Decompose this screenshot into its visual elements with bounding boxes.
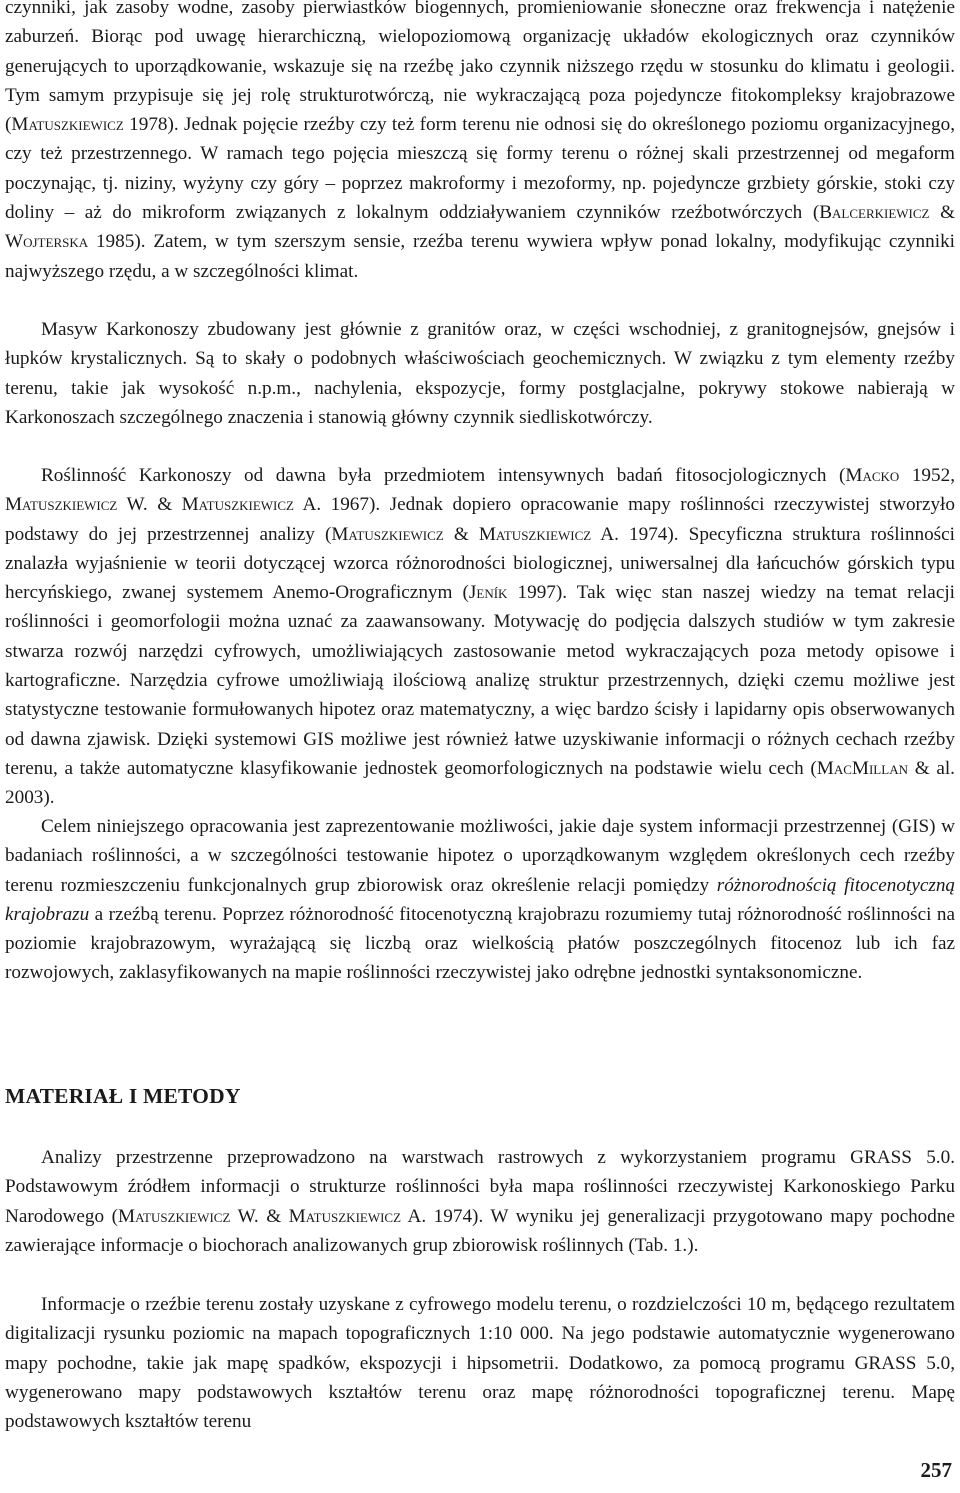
section-heading: MATERIAŁ I METODY bbox=[5, 1084, 241, 1108]
citation-author: Balcerkiewicz bbox=[819, 202, 930, 224]
page-number: 257 bbox=[920, 1458, 952, 1482]
citation-author: Matuszkiewicz bbox=[5, 494, 118, 516]
citation-author: Matuszkiewicz bbox=[11, 114, 124, 136]
paragraph-3: Roślinność Karkonoszy od dawna była przedmiotem intensywnych badań fitosocjologicznych (Macko 1952, Matuszkiewicz W. & Matuszkiewicz A. 1967). Jednak dopiero opracowanie mapy roślinności rzeczywistej stworzyło podstawy do jej przestrzennej analizy (Matuszkiewicz & Matuszkiewicz A. 1974). Specyficzna struktura roślinności znalazła wyjaśnienie w teorii dotyczącej wzorca różnorodności biologicznej, uniwersalnej dla łańcuchów górskich typu hercyńskiego, zwanej systemem Anemo-Orograficznym (Jeník 1997). Tak więc stan naszej wiedzy na temat relacji roślinności i geomorfologii można uznać za zaawansowany. Motywację do podjęcia dalszych studiów w tym zakresie stwarza rozwój narzędzi cyfrowych, umożliwiających zastosowanie metod wykraczających poza metody opisowe i kartograficzne. Narzędzia cyfrowe umożliwiają ilościową analizę struktur przestrzennych, dzięki czemu możliwe jest statystyczne testowanie formułowanych hipotez oraz matematyczny, a więc bardzo ścisły i lapidarny opis obserwowanych od dawna zjawisk. Dzięki systemowi GIS możliwe jest również łatwe uzyskiwanie informacji o różnych cechach rzeźby terenu, a także automatyczne klasyfikowanie jednostek geomorfologicznych na podstawie wielu cech (MacMillan & al. 2003). bbox=[5, 465, 956, 809]
paragraph-2: Masyw Karkonoszy zbudowany jest głównie z granitów oraz, w części wschodniej, z granitognejsów, gnejsów i łupków krystalicznych. Są to skały o podobnych właściwościach geochemicznych. W związku z tym elementy rzeźby terenu, takie jak wysokość n.p.m., nachylenia, ekspozycje, formy postglacjalne, pokrywy stokowe nabierają w Karkonoszach szczególnego znaczenia i stanowią główny czynnik siedliskotwórczy. bbox=[5, 319, 955, 428]
citation-author: Matuszkiewicz bbox=[478, 523, 592, 545]
emphasis-term: różnorodnością fitocenotyczną krajobrazu bbox=[5, 874, 956, 925]
paragraph-1: czynniki, jak zasoby wodne, zasoby pierwiastków biogennych, promieniowanie słoneczne oraz frekwencja i natężenie zaburzeń. Biorąc pod uwagę hierarchiczną, wielopoziomową organizację układów ekologicznych oraz czynników generujących to uporządkowanie, wskazuje się na rzeźbę jako czynnik niższego rzędu w stosunku do klimatu i geologii. Tym samym przypisuje się jej rolę strukturotwórczą, nie wykraczającą poza pojedyncze fitokompleksy krajobrazowe (Matuszkiewicz 1978). Jednak pojęcie rzeźby czy też form terenu nie odnosi się do określonego poziomu organizacyjnego, czy też przestrzennego. W ramach tego pojęcia mieszczą się formy terenu o różnej skali przestrzennej od megaform poczynając, tj. niziny, wyżyny czy góry – poprzez makroformy i mezoformy, np. pojedyncze grzbiety górskie, stoki czy doliny – aż do mikroform związanych z lokalnym oddziaływaniem czynników rzeźbotwórczych (Balcerkiewicz & Wojterska 1985). Zatem, w tym szerszym sensie, rzeźba terenu wywiera wpływ ponad lokalny, modyfikując czynniki najwyższego rzędu, a w szczególności klimat. bbox=[5, 0, 955, 282]
citation-author: Wojterska bbox=[5, 231, 89, 253]
paragraph-5: Analizy przestrzenne przeprowadzono na warstwach rastrowych z wykorzystaniem programu GRASS 5.0. Podstawowym źródłem informacji o strukturze roślinności była mapa roślinności rzeczywistej Karkonoskiego Parku Narodowego (Matuszkiewicz W. & Matuszkiewicz A. 1974). W wyniku jej generalizacji przygotowano mapy pochodne zawierające informacje o biochorach analizowanych grup zbiorowisk roślinnych (Tab. 1.). bbox=[5, 1147, 955, 1256]
citation-author: Jeník bbox=[468, 582, 508, 604]
citation-author: Matuszkiewicz bbox=[288, 1205, 402, 1227]
citation-author: Matuszkiewicz bbox=[118, 1205, 231, 1227]
citation-author: Matuszkiewicz bbox=[331, 523, 444, 545]
paragraph-6: Informacje o rzeźbie terenu zostały uzyskane z cyfrowego modelu terenu, o rozdzielczości 10 m, będącego rezultatem digitalizacji rysunku poziomic na mapach topograficznych 1:10 000. Na jego podstawie automatycznie wygenerowano mapy pochodne, takie jak mapę spadków, ekspozycji i hipsometrii. Dodatkowo, za pomocą programu GRASS 5.0, wygenerowano mapy podstawowych kształtów terenu oraz mapę różnorodności topograficznej terenu. Mapę podstawowych kształtów terenu bbox=[5, 1294, 955, 1433]
citation-author: Matuszkiewicz bbox=[181, 494, 295, 516]
citation-author: Macko bbox=[845, 465, 900, 486]
paragraph-4: Celem niniejszego opracowania jest zaprezentowanie możliwości, jakie daje system informacji przestrzennej (GIS) w badaniach roślinności, a w szczególności testowanie hipotez o uporządkowanym względem określonych cech rzeźby terenu rozmieszczeniu funkcjonalnych grup zbiorowisk oraz określenie relacji pomiędzy różnorodnością fitocenotyczną krajobrazu a rzeźbą terenu. Poprzez różnorodność fitocenotyczną krajobrazu rozumiemy tutaj różnorodność roślinności na poziomie krajobrazowym, wyrażającą się liczbą oraz wielkością płatów poszczególnych fitocenoz lub ich faz rozwojowych, zaklasyfikowanych na mapie roślinności rzeczywistej jako odrębne jednostki syntaksonomiczne. bbox=[5, 816, 956, 984]
citation-author: MacMillan bbox=[816, 757, 908, 779]
